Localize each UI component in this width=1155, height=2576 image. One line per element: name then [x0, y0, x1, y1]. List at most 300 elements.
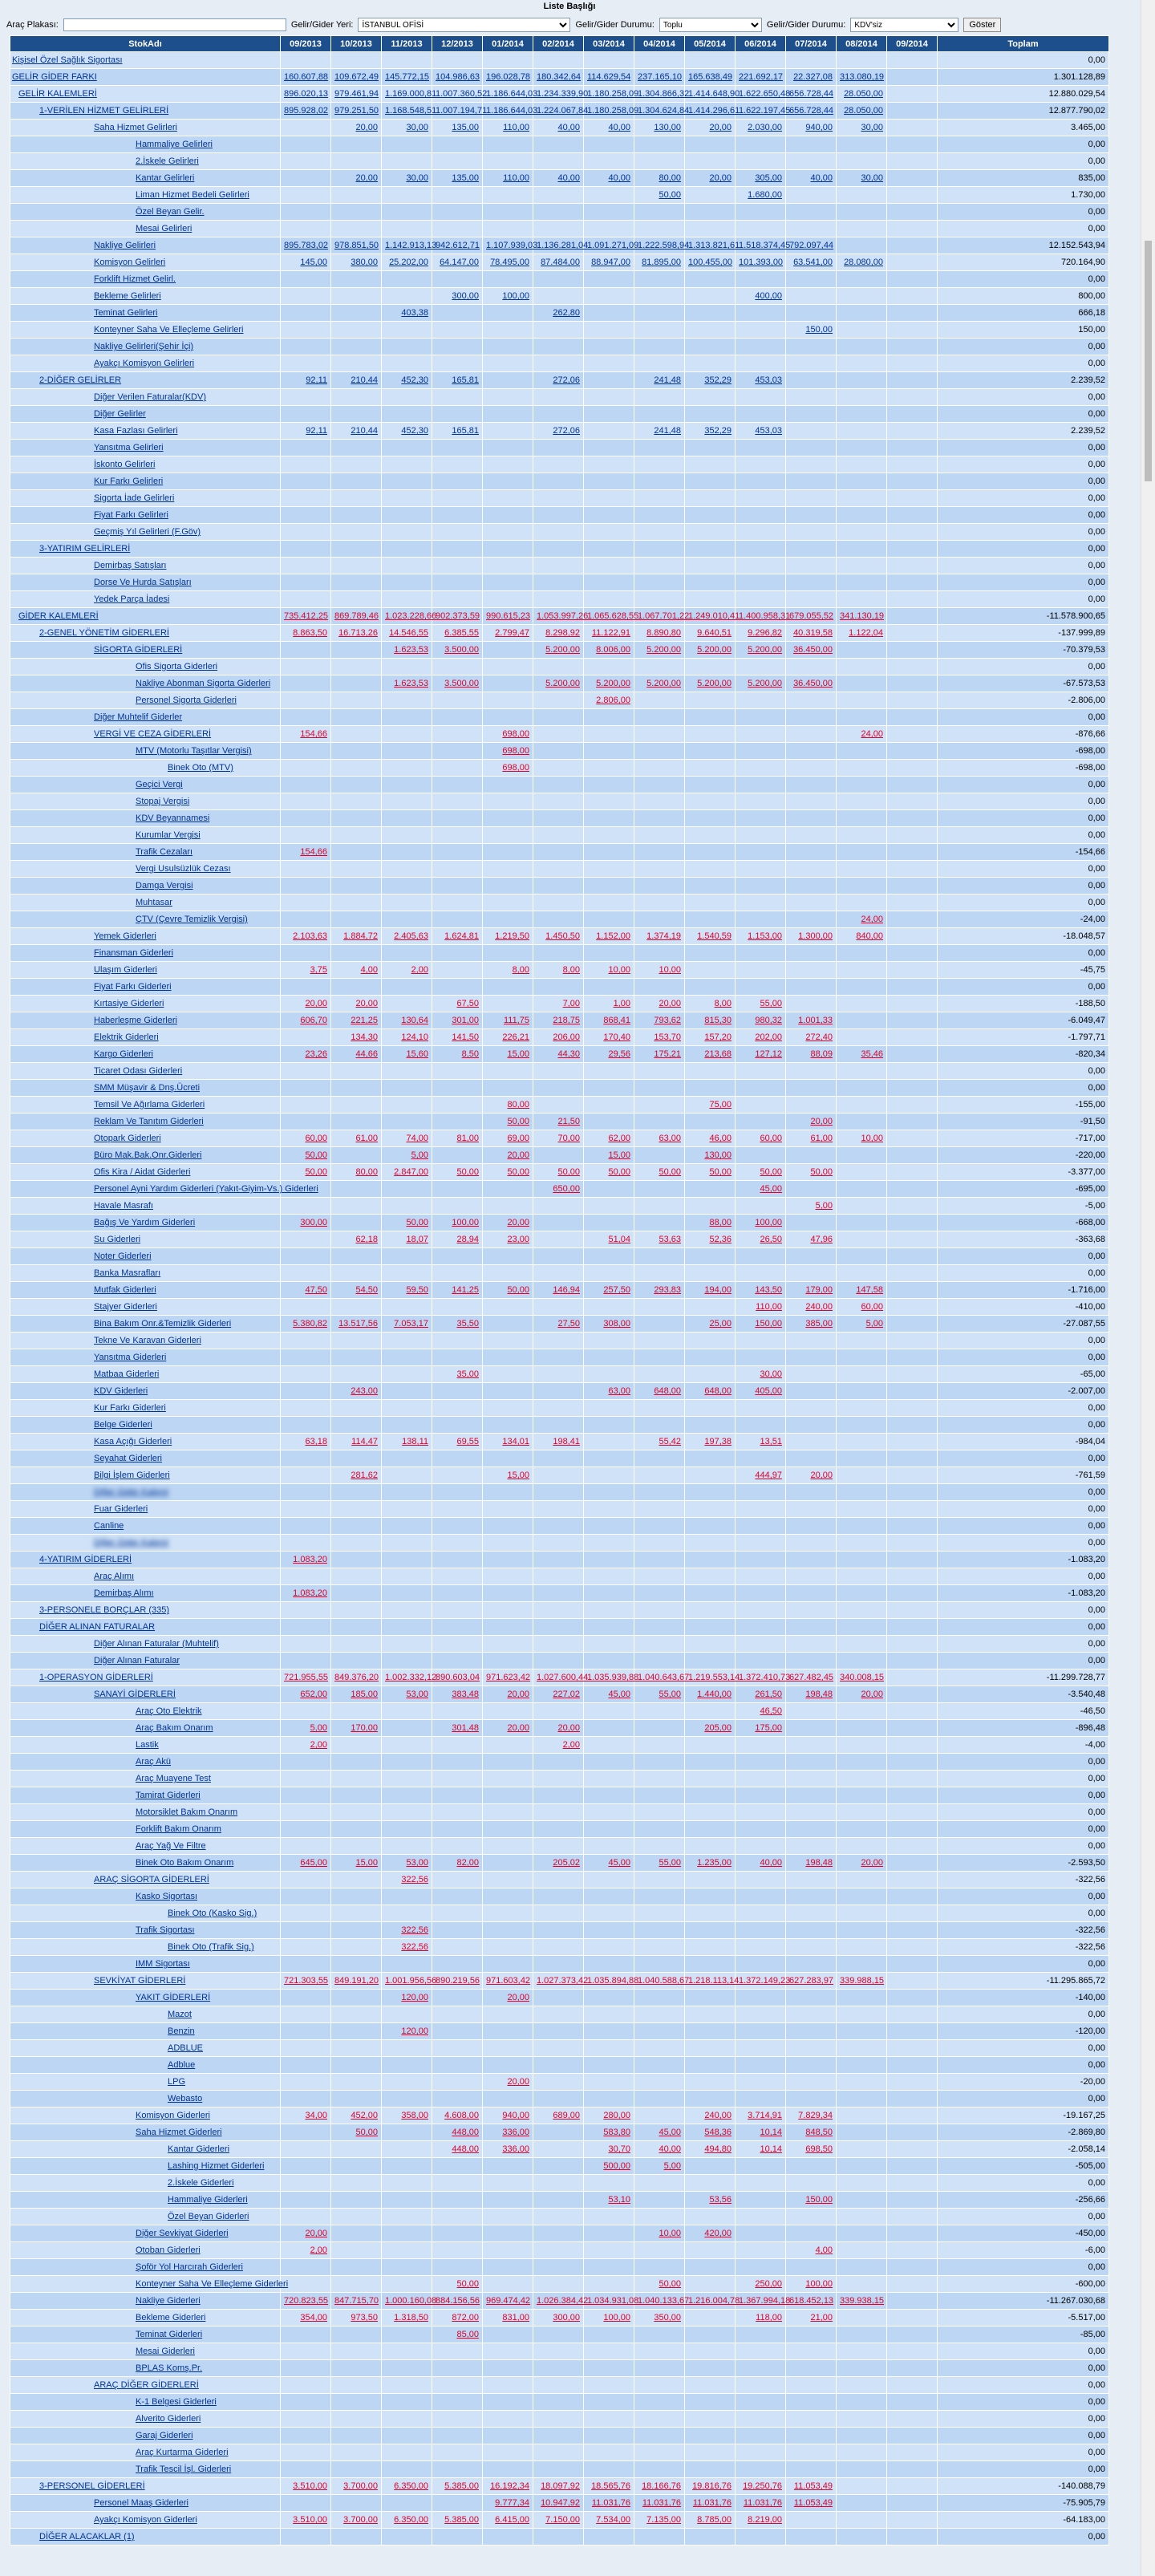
month-value-cell[interactable]: 51,04: [584, 1231, 634, 1248]
row-name-link[interactable]: Dorse Ve Hurda Satışları: [94, 578, 192, 587]
month-value-cell[interactable]: 24,00: [837, 911, 887, 928]
month-value-cell[interactable]: 185,00: [331, 1686, 382, 1703]
row-name-link[interactable]: Sigorta İade Gelirleri: [94, 493, 175, 503]
row-name-link[interactable]: Mazot: [168, 2010, 192, 2019]
month-value-cell[interactable]: 5,00: [837, 1316, 887, 1333]
row-name-link[interactable]: Büro Mak.Bak.Onr.Giderleri: [94, 1150, 202, 1160]
month-value-cell[interactable]: 1.001,33: [786, 1012, 837, 1029]
row-name-link[interactable]: SİGORTA GİDERLERİ: [94, 645, 183, 655]
row-name-link[interactable]: ARAÇ DİĞER GİDERLERİ: [94, 2380, 199, 2390]
row-name-link[interactable]: Kişisel Özel Sağlık Sigortası: [12, 55, 123, 65]
month-value-cell[interactable]: 627.283,97: [786, 1973, 837, 1990]
month-value-cell[interactable]: 352,29: [685, 423, 736, 440]
month-value-cell[interactable]: 150,00: [786, 2192, 837, 2209]
row-name-link[interactable]: Fiyat Farkı Gelirleri: [94, 510, 168, 520]
row-name-link[interactable]: Kantar Giderleri: [168, 2144, 230, 2154]
row-name-link[interactable]: Noter Giderleri: [94, 1251, 152, 1261]
month-value-cell[interactable]: 50,00: [584, 1164, 634, 1181]
month-value-cell[interactable]: 100,00: [483, 288, 533, 305]
row-name-link[interactable]: Tamirat Giderleri: [136, 1791, 201, 1800]
column-header-month[interactable]: 10/2013: [331, 36, 382, 52]
row-name-link[interactable]: Özel Beyan Giderleri: [168, 2212, 249, 2221]
month-value-cell[interactable]: 143,50: [736, 1282, 786, 1299]
month-value-cell[interactable]: 1.304.624,84: [634, 103, 685, 120]
month-value-cell[interactable]: 227,02: [533, 1686, 584, 1703]
month-value-cell[interactable]: 308,00: [584, 1316, 634, 1333]
month-value-cell[interactable]: 40,00: [736, 1855, 786, 1872]
row-name-link[interactable]: Araç Muayene Test: [136, 1774, 211, 1783]
month-value-cell[interactable]: 62,18: [331, 1231, 382, 1248]
month-value-cell[interactable]: 1.318,50: [382, 2310, 432, 2327]
month-value-cell[interactable]: 213,68: [685, 1046, 736, 1063]
month-value-cell[interactable]: 237.165,10: [634, 69, 685, 86]
month-value-cell[interactable]: 69,55: [432, 1434, 483, 1450]
month-value-cell[interactable]: 1.083,20: [281, 1552, 331, 1568]
month-value-cell[interactable]: 154,66: [281, 844, 331, 861]
month-value-cell[interactable]: 20,00: [331, 170, 382, 187]
month-value-cell[interactable]: 500,00: [584, 2158, 634, 2175]
row-name-link[interactable]: Motorsiklet Bakım Onarım: [136, 1807, 238, 1817]
row-name-link[interactable]: Bekleme Giderleri: [136, 2313, 206, 2322]
month-value-cell[interactable]: 940,00: [786, 120, 837, 136]
month-value-cell[interactable]: 884.156,56: [432, 2293, 483, 2310]
month-value-cell[interactable]: 25,00: [685, 1316, 736, 1333]
month-value-cell[interactable]: 50,00: [533, 1164, 584, 1181]
month-value-cell[interactable]: 8.006,00: [584, 642, 634, 659]
month-value-cell[interactable]: 1,00: [584, 996, 634, 1012]
month-value-cell[interactable]: 7.150,00: [533, 2512, 584, 2529]
row-name-link[interactable]: Lashing Hizmet Giderleri: [168, 2161, 265, 2171]
month-value-cell[interactable]: 50,00: [382, 1215, 432, 1231]
month-value-cell[interactable]: 1.372.149,23: [736, 1973, 786, 1990]
month-value-cell[interactable]: 20,00: [533, 1720, 584, 1737]
month-value-cell[interactable]: 53,63: [634, 1231, 685, 1248]
month-value-cell[interactable]: 10,14: [736, 2124, 786, 2141]
month-value-cell[interactable]: 30,70: [584, 2141, 634, 2158]
month-value-cell[interactable]: 23,00: [483, 1231, 533, 1248]
month-value-cell[interactable]: 300,00: [281, 1215, 331, 1231]
month-value-cell[interactable]: 10,00: [584, 962, 634, 979]
row-name-link[interactable]: Yansıtma Giderleri: [94, 1353, 167, 1362]
month-value-cell[interactable]: 196.028,78: [483, 69, 533, 86]
row-name-link[interactable]: Liman Hizmet Bedeli Gelirleri: [136, 190, 249, 200]
row-name-link[interactable]: Saha Hizmet Giderleri: [136, 2128, 222, 2137]
row-name-link[interactable]: 3-PERSONEL GİDERLERİ: [39, 2481, 145, 2491]
month-value-cell[interactable]: 45,00: [634, 2124, 685, 2141]
month-value-cell[interactable]: 322,56: [382, 1922, 432, 1939]
month-value-cell[interactable]: 1.083,20: [281, 1585, 331, 1602]
month-value-cell[interactable]: 14.546,55: [382, 625, 432, 642]
month-value-cell[interactable]: 146,94: [533, 1282, 584, 1299]
month-value-cell[interactable]: 1.002.332,12: [382, 1669, 432, 1686]
show-button[interactable]: Göster: [963, 18, 1001, 32]
month-value-cell[interactable]: 55,42: [634, 1434, 685, 1450]
month-value-cell[interactable]: 1.153,00: [736, 928, 786, 945]
month-value-cell[interactable]: 336,00: [483, 2124, 533, 2141]
row-name-link[interactable]: 3-PERSONELE BORÇLAR (335): [39, 1605, 169, 1615]
row-name-link[interactable]: K-1 Belgesi Giderleri: [136, 2397, 217, 2407]
month-value-cell[interactable]: 5.200,00: [533, 675, 584, 692]
month-value-cell[interactable]: 257,50: [584, 1282, 634, 1299]
month-value-cell[interactable]: 1.186.644,03: [483, 103, 533, 120]
month-value-cell[interactable]: 36.450,00: [786, 675, 837, 692]
month-value-cell[interactable]: 11.053,49: [786, 2495, 837, 2512]
month-value-cell[interactable]: 902.373,59: [432, 608, 483, 625]
month-value-cell[interactable]: 100.455,00: [685, 254, 736, 271]
row-name-link[interactable]: 2.İskele Gelirleri: [136, 156, 199, 166]
month-value-cell[interactable]: 154,66: [281, 726, 331, 743]
month-value-cell[interactable]: 8.298,92: [533, 625, 584, 642]
month-value-cell[interactable]: 40,00: [584, 120, 634, 136]
month-value-cell[interactable]: 890.603,04: [432, 1669, 483, 1686]
month-value-cell[interactable]: 1.884,72: [331, 928, 382, 945]
month-value-cell[interactable]: 80,00: [331, 1164, 382, 1181]
month-value-cell[interactable]: 10,00: [634, 2225, 685, 2242]
month-value-cell[interactable]: 21,00: [786, 2310, 837, 2327]
row-name-link[interactable]: KDV Giderleri: [94, 1386, 148, 1396]
month-value-cell[interactable]: 170,00: [331, 1720, 382, 1737]
month-value-cell[interactable]: 205,00: [685, 1720, 736, 1737]
row-name-link[interactable]: Diğer Gider Kalemi: [94, 1487, 168, 1497]
month-value-cell[interactable]: 2.799,47: [483, 625, 533, 642]
month-value-cell[interactable]: 36.450,00: [786, 642, 837, 659]
month-value-cell[interactable]: 1.136.281,04: [533, 237, 584, 254]
month-value-cell[interactable]: 20,00: [685, 170, 736, 187]
column-header-month[interactable]: 08/2014: [837, 36, 887, 52]
month-value-cell[interactable]: 444,97: [736, 1467, 786, 1484]
month-value-cell[interactable]: 1.219.553,14: [685, 1669, 736, 1686]
row-name-link[interactable]: Komisyon Giderleri: [136, 2111, 210, 2120]
month-value-cell[interactable]: 50,00: [432, 1164, 483, 1181]
month-value-cell[interactable]: 453,03: [736, 372, 786, 389]
month-value-cell[interactable]: 50,00: [634, 187, 685, 204]
month-value-cell[interactable]: 2.030,00: [736, 120, 786, 136]
month-value-cell[interactable]: 849.376,20: [331, 1669, 382, 1686]
month-value-cell[interactable]: 40,00: [634, 2141, 685, 2158]
month-value-cell[interactable]: 4,00: [331, 962, 382, 979]
row-name-link[interactable]: Kırtasiye Giderleri: [94, 999, 164, 1008]
month-value-cell[interactable]: 5.385,00: [432, 2478, 483, 2495]
row-name-link[interactable]: Matbaa Giderleri: [94, 1369, 160, 1379]
month-value-cell[interactable]: 627.482,45: [786, 1669, 837, 1686]
month-value-cell[interactable]: 63,00: [584, 1383, 634, 1400]
month-value-cell[interactable]: 3.510,00: [281, 2512, 331, 2529]
month-value-cell[interactable]: 85,00: [432, 2327, 483, 2343]
row-name-link[interactable]: Mutfak Giderleri: [94, 1285, 156, 1295]
row-name-link[interactable]: BPLAS Komş.Pr.: [136, 2363, 203, 2373]
month-value-cell[interactable]: 5.200,00: [634, 642, 685, 659]
vat-select[interactable]: [850, 18, 958, 32]
month-value-cell[interactable]: 1.304.866,32: [634, 86, 685, 103]
month-value-cell[interactable]: 45,00: [584, 1855, 634, 1872]
month-value-cell[interactable]: 20,00: [483, 1720, 533, 1737]
month-value-cell[interactable]: 1.091.271,09: [584, 237, 634, 254]
month-value-cell[interactable]: 990.615,23: [483, 608, 533, 625]
row-name-link[interactable]: Bilgi İşlem Giderleri: [94, 1471, 170, 1480]
month-value-cell[interactable]: 111,75: [483, 1012, 533, 1029]
month-value-cell[interactable]: 74,00: [382, 1130, 432, 1147]
month-value-cell[interactable]: 20,00: [786, 1467, 837, 1484]
month-value-cell[interactable]: 8,00: [483, 962, 533, 979]
month-value-cell[interactable]: 50,00: [786, 1164, 837, 1181]
month-value-cell[interactable]: 30,00: [837, 170, 887, 187]
month-value-cell[interactable]: 1.169.000,81: [382, 86, 432, 103]
month-value-cell[interactable]: 55,00: [634, 1855, 685, 1872]
month-value-cell[interactable]: 20,00: [281, 996, 331, 1012]
month-value-cell[interactable]: 27,50: [533, 1316, 584, 1333]
month-value-cell[interactable]: 53,10: [584, 2192, 634, 2209]
row-name-link[interactable]: 1-OPERASYON GİDERLERİ: [39, 1673, 153, 1682]
month-value-cell[interactable]: 63.541,00: [786, 254, 837, 271]
row-name-link[interactable]: Muhtasar: [136, 898, 172, 907]
month-value-cell[interactable]: 16.192,34: [483, 2478, 533, 2495]
month-value-cell[interactable]: 656.728,44: [786, 103, 837, 120]
month-value-cell[interactable]: 1.168.548,51: [382, 103, 432, 120]
month-value-cell[interactable]: 50,00: [281, 1147, 331, 1164]
month-value-cell[interactable]: 92,11: [281, 372, 331, 389]
scrollbar[interactable]: [1141, 0, 1155, 2576]
row-name-link[interactable]: VERGİ VE CEZA GİDERLERİ: [94, 729, 212, 739]
month-value-cell[interactable]: 70,00: [533, 1130, 584, 1147]
row-name-link[interactable]: Vergi Usulsüzlük Cezası: [136, 864, 231, 874]
status-select[interactable]: [659, 18, 762, 32]
month-value-cell[interactable]: 59,50: [382, 1282, 432, 1299]
row-name-link[interactable]: Hammaliye Gelirleri: [136, 140, 213, 149]
month-value-cell[interactable]: 30,00: [382, 170, 432, 187]
month-value-cell[interactable]: 28.080,00: [837, 254, 887, 271]
month-value-cell[interactable]: 3.714,91: [736, 2107, 786, 2124]
row-name-link[interactable]: Binek Oto (Trafik Sig.): [168, 1942, 254, 1952]
month-value-cell[interactable]: 88.947,00: [584, 254, 634, 271]
month-value-cell[interactable]: 973,50: [331, 2310, 382, 2327]
row-name-link[interactable]: Webasto: [168, 2094, 203, 2103]
row-name-link[interactable]: 2-DİĞER GELİRLER: [39, 375, 122, 385]
row-name-link[interactable]: Tekne Ve Karavan Giderleri: [94, 1336, 201, 1345]
month-value-cell[interactable]: 3.510,00: [281, 2478, 331, 2495]
month-value-cell[interactable]: 11.122,91: [584, 625, 634, 642]
month-value-cell[interactable]: 198,48: [786, 1855, 837, 1872]
month-value-cell[interactable]: 340.008,15: [837, 1669, 887, 1686]
month-value-cell[interactable]: 2,00: [382, 962, 432, 979]
month-value-cell[interactable]: 15,00: [584, 1147, 634, 1164]
month-value-cell[interactable]: 18,07: [382, 1231, 432, 1248]
month-value-cell[interactable]: 53,00: [382, 1686, 432, 1703]
month-value-cell[interactable]: 69,00: [483, 1130, 533, 1147]
month-value-cell[interactable]: 385,00: [786, 1316, 837, 1333]
month-value-cell[interactable]: 40,00: [533, 170, 584, 187]
month-value-cell[interactable]: 5.200,00: [736, 642, 786, 659]
month-value-cell[interactable]: 20,00: [837, 1855, 887, 1872]
row-name-link[interactable]: Ulaşım Giderleri: [94, 965, 157, 975]
month-value-cell[interactable]: 44,30: [533, 1046, 584, 1063]
month-value-cell[interactable]: 895.783,02: [281, 237, 331, 254]
month-value-cell[interactable]: 24,00: [837, 726, 887, 743]
month-value-cell[interactable]: 1.053.997,26: [533, 608, 584, 625]
month-value-cell[interactable]: 101.393,00: [736, 254, 786, 271]
month-value-cell[interactable]: 5,00: [634, 2158, 685, 2175]
month-value-cell[interactable]: 262,80: [533, 305, 584, 322]
month-value-cell[interactable]: 44,66: [331, 1046, 382, 1063]
month-value-cell[interactable]: 18.097,92: [533, 2478, 584, 2495]
month-value-cell[interactable]: 1.007.194,71: [432, 103, 483, 120]
month-value-cell[interactable]: 7.135,00: [634, 2512, 685, 2529]
row-name-link[interactable]: Şoför Yol Harcırah Giderleri: [136, 2262, 243, 2272]
month-value-cell[interactable]: 2,00: [281, 2242, 331, 2259]
month-value-cell[interactable]: 1.450,50: [533, 928, 584, 945]
month-value-cell[interactable]: 358,00: [382, 2107, 432, 2124]
month-value-cell[interactable]: 1.224.067,84: [533, 103, 584, 120]
month-value-cell[interactable]: 721.955,55: [281, 1669, 331, 1686]
month-value-cell[interactable]: 4,00: [786, 2242, 837, 2259]
month-value-cell[interactable]: 606,70: [281, 1012, 331, 1029]
row-name-link[interactable]: GELİR GİDER FARKI: [12, 72, 97, 82]
row-name-link[interactable]: Teminat Gelirleri: [94, 308, 158, 318]
month-value-cell[interactable]: 1.623,53: [382, 642, 432, 659]
month-value-cell[interactable]: 40.319,58: [786, 625, 837, 642]
month-value-cell[interactable]: 138,11: [382, 1434, 432, 1450]
row-name-link[interactable]: Nakliye Gelirleri: [94, 241, 156, 250]
month-value-cell[interactable]: 9.296,82: [736, 625, 786, 642]
column-header-month[interactable]: 11/2013: [382, 36, 432, 52]
month-value-cell[interactable]: 29,56: [584, 1046, 634, 1063]
month-value-cell[interactable]: 15,00: [483, 1467, 533, 1484]
month-value-cell[interactable]: 241,48: [634, 372, 685, 389]
row-name-link[interactable]: SEVKİYAT GİDERLERİ: [94, 1976, 186, 1986]
month-value-cell[interactable]: 7,00: [533, 996, 584, 1012]
month-value-cell[interactable]: 1.518.374,45: [736, 237, 786, 254]
month-value-cell[interactable]: 2,00: [281, 1737, 331, 1754]
row-name-link[interactable]: Konteyner Saha Ve Elleçleme Gelirleri: [94, 325, 244, 335]
month-value-cell[interactable]: 118,00: [736, 2310, 786, 2327]
month-value-cell[interactable]: 1.400.958,31: [736, 608, 786, 625]
month-value-cell[interactable]: 2.103,63: [281, 928, 331, 945]
row-name-link[interactable]: Demirbaş Satışları: [94, 561, 167, 570]
row-name-link[interactable]: Fiyat Farkı Giderleri: [94, 982, 172, 992]
month-value-cell[interactable]: 3.700,00: [331, 2478, 382, 2495]
month-value-cell[interactable]: 3.700,00: [331, 2512, 382, 2529]
month-value-cell[interactable]: 5.200,00: [533, 642, 584, 659]
month-value-cell[interactable]: 979.251,50: [331, 103, 382, 120]
month-value-cell[interactable]: 20,00: [837, 1686, 887, 1703]
column-header-month[interactable]: 04/2014: [634, 36, 685, 52]
month-value-cell[interactable]: 815,30: [685, 1012, 736, 1029]
month-value-cell[interactable]: 1.107.939,03: [483, 237, 533, 254]
month-value-cell[interactable]: 1.027.600,44: [533, 1669, 584, 1686]
month-value-cell[interactable]: 7.534,00: [584, 2512, 634, 2529]
month-value-cell[interactable]: 110,00: [483, 120, 533, 136]
month-value-cell[interactable]: 350,00: [634, 2310, 685, 2327]
month-value-cell[interactable]: 145.772,15: [382, 69, 432, 86]
month-value-cell[interactable]: 198,41: [533, 1434, 584, 1450]
month-value-cell[interactable]: 165,81: [432, 423, 483, 440]
month-value-cell[interactable]: 1.122,04: [837, 625, 887, 642]
month-value-cell[interactable]: 792.097,44: [786, 237, 837, 254]
month-value-cell[interactable]: 650,00: [533, 1181, 584, 1198]
month-value-cell[interactable]: 8.219,00: [736, 2512, 786, 2529]
month-value-cell[interactable]: 452,00: [331, 2107, 382, 2124]
row-name-link[interactable]: Nakliye Gelirleri(Şehir İçi): [94, 342, 194, 351]
month-value-cell[interactable]: 420,00: [685, 2225, 736, 2242]
month-value-cell[interactable]: 9.640,51: [685, 625, 736, 642]
month-value-cell[interactable]: 63,00: [634, 1130, 685, 1147]
month-value-cell[interactable]: 8.785,00: [685, 2512, 736, 2529]
month-value-cell[interactable]: 52,36: [685, 1231, 736, 1248]
row-name-link[interactable]: DİĞER ALINAN FATURALAR: [39, 1622, 156, 1632]
month-value-cell[interactable]: 202,00: [736, 1029, 786, 1046]
row-name-link[interactable]: Araç Yağ Ve Filtre: [136, 1841, 206, 1851]
month-value-cell[interactable]: 20,00: [634, 996, 685, 1012]
month-value-cell[interactable]: 1.065.628,55: [584, 608, 634, 625]
row-name-link[interactable]: Reklam Ve Tanıtım Giderleri: [94, 1117, 204, 1126]
month-value-cell[interactable]: 92,11: [281, 423, 331, 440]
month-value-cell[interactable]: 1.007.360,52: [432, 86, 483, 103]
row-name-link[interactable]: Kur Farkı Giderleri: [94, 1403, 166, 1413]
month-value-cell[interactable]: 301,48: [432, 1720, 483, 1737]
month-value-cell[interactable]: 4.608,00: [432, 2107, 483, 2124]
month-value-cell[interactable]: 942.612,71: [432, 237, 483, 254]
row-name-link[interactable]: 2-GENEL YÖNETİM GİDERLERİ: [39, 628, 169, 638]
row-name-link[interactable]: Trafik Cezaları: [136, 847, 193, 857]
row-name-link[interactable]: Kargo Giderleri: [94, 1049, 153, 1059]
column-header-month[interactable]: 12/2013: [432, 36, 483, 52]
month-value-cell[interactable]: 11.031,76: [634, 2495, 685, 2512]
month-value-cell[interactable]: 453,03: [736, 423, 786, 440]
row-name-link[interactable]: Lastik: [136, 1740, 159, 1750]
month-value-cell[interactable]: 494,80: [685, 2141, 736, 2158]
month-value-cell[interactable]: 10.947,92: [533, 2495, 584, 2512]
month-value-cell[interactable]: 61,00: [786, 1130, 837, 1147]
month-value-cell[interactable]: 1.540,59: [685, 928, 736, 945]
row-name-link[interactable]: Personel Maaş Giderleri: [94, 2498, 188, 2508]
row-name-link[interactable]: Temsil Ve Ağırlama Giderleri: [94, 1100, 205, 1110]
row-name-link[interactable]: Alverito Giderleri: [136, 2414, 201, 2424]
month-value-cell[interactable]: 400,00: [736, 288, 786, 305]
month-value-cell[interactable]: 3,75: [281, 962, 331, 979]
row-name-link[interactable]: Otopark Giderleri: [94, 1134, 161, 1143]
row-name-link[interactable]: Canline: [94, 1521, 124, 1531]
month-value-cell[interactable]: 179,00: [786, 1282, 837, 1299]
row-name-link[interactable]: Kurumlar Vergisi: [136, 830, 201, 840]
month-value-cell[interactable]: 7.053,17: [382, 1316, 432, 1333]
row-name-link[interactable]: Finansman Giderleri: [94, 948, 174, 958]
row-name-link[interactable]: Elektrik Giderleri: [94, 1032, 159, 1042]
month-value-cell[interactable]: 19.250,76: [736, 2478, 786, 2495]
row-name-link[interactable]: Araç Bakım Onarım: [136, 1723, 213, 1733]
month-value-cell[interactable]: 352,29: [685, 372, 736, 389]
month-value-cell[interactable]: 1.035.894,88: [584, 1973, 634, 1990]
month-value-cell[interactable]: 1.142.913,13: [382, 237, 432, 254]
month-value-cell[interactable]: 165,81: [432, 372, 483, 389]
column-header-month[interactable]: 05/2014: [685, 36, 736, 52]
month-value-cell[interactable]: 135,00: [432, 120, 483, 136]
row-name-link[interactable]: Stopaj Vergisi: [136, 797, 190, 806]
month-value-cell[interactable]: 448,00: [432, 2124, 483, 2141]
row-name-link[interactable]: MTV (Motorlu Taşıtlar Vergisi): [136, 746, 252, 756]
month-value-cell[interactable]: 869.789,46: [331, 608, 382, 625]
month-value-cell[interactable]: 250,00: [736, 2276, 786, 2293]
month-value-cell[interactable]: 5,00: [281, 1720, 331, 1737]
row-name-link[interactable]: Bina Bakım Onr.&Temizlik Giderleri: [94, 1319, 232, 1329]
month-value-cell[interactable]: 130,00: [685, 1147, 736, 1164]
month-value-cell[interactable]: 20,00: [483, 2074, 533, 2091]
row-name-link[interactable]: Diğer Gider Kalemi: [94, 1538, 168, 1548]
row-name-link[interactable]: Haberleşme Giderleri: [94, 1016, 177, 1025]
month-value-cell[interactable]: 15,00: [331, 1855, 382, 1872]
month-value-cell[interactable]: 300,00: [432, 288, 483, 305]
row-name-link[interactable]: Diğer Sevkiyat Giderleri: [136, 2229, 229, 2238]
month-value-cell[interactable]: 53,00: [382, 1855, 432, 1872]
month-value-cell[interactable]: 2.806,00: [584, 692, 634, 709]
